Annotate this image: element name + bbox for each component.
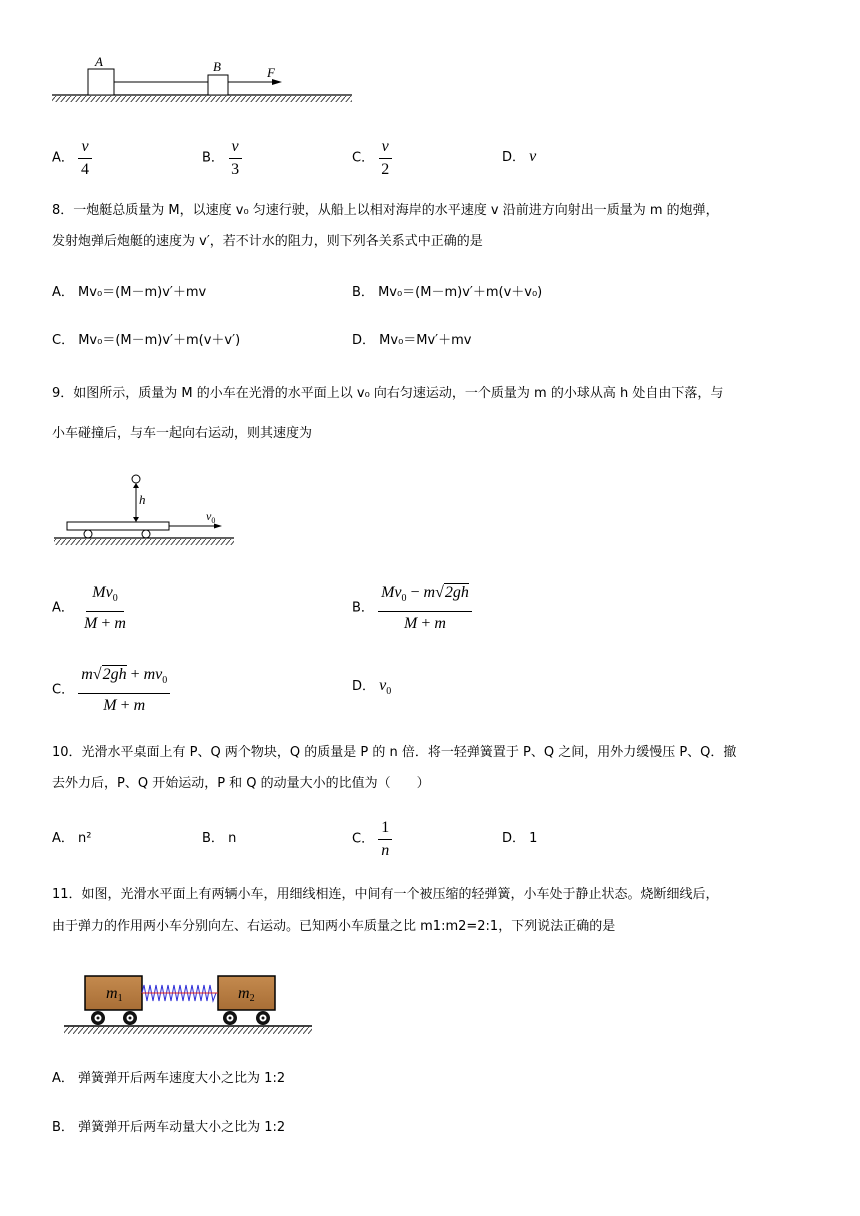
q11-option-a[interactable] xyxy=(52,1069,285,1089)
q10-stem-line1: 10．光滑水平桌面上有 P、Q 两个物块，Q 的质量是 P 的 n 倍．将一轻弹簧置于 P、Q 之间，用外力缓慢压 P、Q．撤 xyxy=(52,745,737,760)
option-text: 弹簧弹开后两车动量大小之比为 1:2 xyxy=(78,1120,286,1135)
fraction: $\frac{Mv_0 - m√2gh}{M + m}$ xyxy=(378,583,472,634)
label-b: B xyxy=(213,59,221,74)
q9-stem-line2: 小车碰撞后，与车一起向右运动，则其速度为 xyxy=(52,426,313,441)
q9-option-a[interactable] xyxy=(52,583,132,634)
option-text: v xyxy=(529,148,537,165)
wheel-2 xyxy=(123,1011,137,1025)
label-a: A xyxy=(95,55,103,69)
option-letter: B． xyxy=(352,285,374,300)
option-letter: D． xyxy=(352,679,376,694)
q10-stem-line2: 去外力后，P、Q 开始运动，P 和 Q 的动量大小的比值为（ ） xyxy=(52,776,430,791)
q8-option-a[interactable] xyxy=(52,283,206,303)
option-letter: D． xyxy=(352,333,376,348)
q7-option-c[interactable] xyxy=(352,137,392,180)
option-text: Mv₀＝(M－m)v′＋mv xyxy=(78,285,207,300)
q10-option-c[interactable] xyxy=(352,818,392,861)
figure-blocks-ab xyxy=(50,55,360,110)
q8-stem-line2: 发射炮弹后炮艇的速度为 v′，若不计水的阻力，则下列各关系式中正确的是 xyxy=(52,234,483,249)
label-h: h xyxy=(139,492,146,507)
fraction: $\frac{Mv_0}{M + m}$ xyxy=(84,584,126,633)
option-letter: A． xyxy=(52,600,74,616)
option-letter: C． xyxy=(352,150,375,166)
q9-stem-line1: 9．如图所示，质量为 M 的小车在光滑的水平面上以 v₀ 向右匀速运动，一个质量为 m 的小球从高 h 处自由下落，与 xyxy=(52,386,724,401)
ground-hatch xyxy=(54,539,234,545)
option-letter: B． xyxy=(202,831,224,846)
q7-option-d[interactable] xyxy=(502,147,536,168)
figure-ball-cart xyxy=(50,468,240,550)
option-letter: B． xyxy=(52,1120,74,1135)
fraction: $\frac{v}{3}$ xyxy=(228,137,242,180)
cart-wheel-right xyxy=(142,530,150,538)
fraction: $\frac{m√2gh + mv_0}{M + m}$ xyxy=(78,665,170,716)
wheel-4 xyxy=(256,1011,270,1025)
label-v0: $v_0$ xyxy=(206,509,216,525)
option-letter: D． xyxy=(502,831,526,846)
ground-hatch xyxy=(64,1027,312,1034)
q7-option-b[interactable] xyxy=(202,137,242,180)
q8-option-b[interactable] xyxy=(352,283,542,303)
fraction: $\frac{v}{2}$ xyxy=(378,137,392,180)
option-letter: B． xyxy=(202,150,224,166)
q8-option-d[interactable] xyxy=(352,331,472,351)
option-letter: A． xyxy=(52,831,74,846)
q10-option-b[interactable] xyxy=(202,829,236,849)
q9-option-c[interactable] xyxy=(52,665,170,716)
cart-body xyxy=(67,522,169,530)
cart-wheel-left xyxy=(84,530,92,538)
block-a xyxy=(88,69,114,95)
q10-option-d[interactable] xyxy=(502,829,537,849)
label-m2: m2 xyxy=(238,985,255,1004)
wheel-3 xyxy=(223,1011,237,1025)
q11-stem-line2: 由于弹力的作用两小车分别向左、右运动。已知两小车质量之比 m1:m2=2:1，下列说法正确的是 xyxy=(52,919,616,934)
option-text: Mv₀＝(M－m)v′＋m(v＋v₀) xyxy=(378,285,543,300)
option-letter: B． xyxy=(352,600,374,616)
option-letter: C． xyxy=(52,333,75,348)
option-letter: C． xyxy=(52,682,75,698)
option-letter: A． xyxy=(52,1071,74,1086)
q8-stem-line1: 8．一炮艇总质量为 M，以速度 v₀ 匀速行驶，从船上以相对海岸的水平速度 v 沿前进方向射出一质量为 m 的炮弹， xyxy=(52,203,719,218)
figure-two-carts xyxy=(58,968,318,1040)
q11-option-b[interactable] xyxy=(52,1118,285,1138)
q10-option-a[interactable] xyxy=(52,829,92,849)
q8-option-c[interactable] xyxy=(52,331,240,351)
option-text: 1 xyxy=(529,831,538,846)
option-letter: A． xyxy=(52,285,74,300)
option-text: n² xyxy=(78,831,92,846)
option-text: Mv₀＝Mv′＋mv xyxy=(379,333,472,348)
option-letter: D． xyxy=(502,150,526,165)
wheel-1 xyxy=(91,1011,105,1025)
q7-option-a[interactable] xyxy=(52,137,92,180)
option-text: Mv₀＝(M－m)v′＋m(v＋v′) xyxy=(78,333,241,348)
ground-hatch xyxy=(52,96,352,102)
fraction: $\frac{1}{n}$ xyxy=(378,818,392,861)
option-text: n xyxy=(228,831,237,846)
label-f: F xyxy=(267,65,275,80)
q11-stem-line1: 11．如图，光滑水平面上有两辆小车，用细线相连，中间有一个被压缩的轻弹簧，小车处于静止状态。烧断细线后， xyxy=(52,887,719,902)
option-letter: A． xyxy=(52,150,74,166)
label-m1: m1 xyxy=(106,985,123,1004)
q9-option-b[interactable] xyxy=(352,583,472,634)
ball xyxy=(132,475,140,483)
block-b xyxy=(208,75,228,95)
option-text: 弹簧弹开后两车速度大小之比为 1:2 xyxy=(78,1071,286,1086)
option-letter: C． xyxy=(352,831,375,847)
q9-option-d[interactable]: D． $v_0$ xyxy=(352,677,392,698)
fraction: $\frac{v}{4}$ xyxy=(78,137,92,180)
